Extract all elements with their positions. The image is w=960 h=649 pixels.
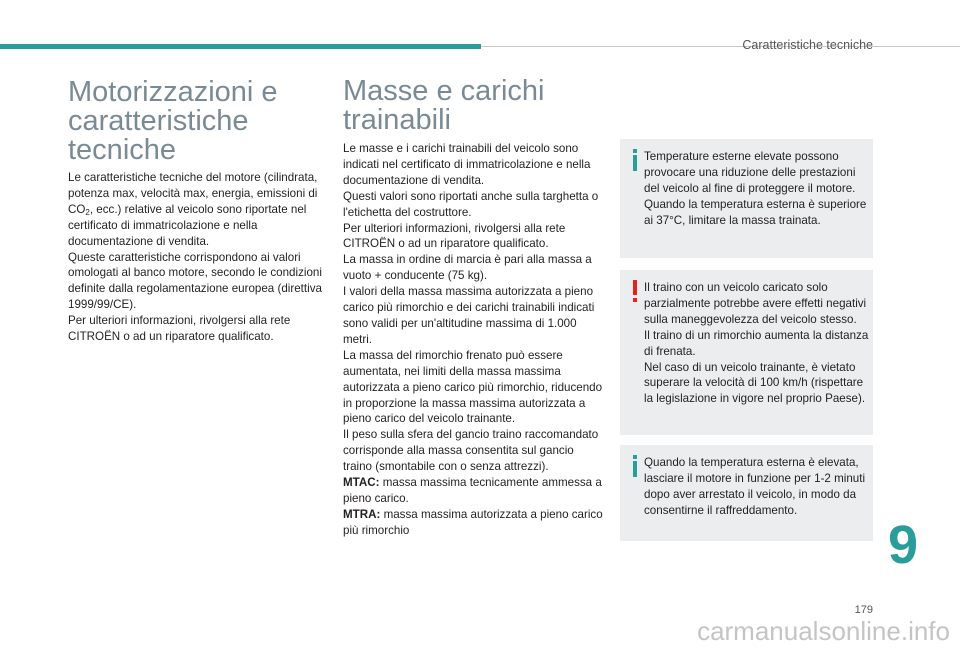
- term-label: MTRA:: [343, 507, 381, 521]
- paragraph: I valori della massa massima autorizzata a pieno carico più rimorchio e dei carichi trainabili indicati sono validi per un'altitudine massima di 1.000 metri.: [343, 285, 595, 346]
- term-label: MTAC:: [343, 476, 380, 490]
- chapter-title: Caratteristiche tecniche: [742, 38, 873, 52]
- paragraph: Le masse e i carichi trainabili del veicolo sono indicati nel certificato di immatricolazione e nella documentazione di vendita.: [343, 142, 591, 187]
- watermark: carmanualsonline.info: [697, 616, 950, 646]
- paragraph: La massa del rimorchio frenato può essere aumentata, nei limiti della massa massima autorizzata a pieno carico più rimorchio, riducendo in proporzione la massa massima autorizzata a pieno carico del veicolo trainante.: [343, 348, 603, 426]
- section-title-engines: Motorizzazioni e caratteristiche tecniche: [68, 76, 278, 166]
- section-body-engines: [68, 170, 330, 345]
- warning-box-towing: [620, 270, 873, 435]
- definition-mtac: MTAC: massa massima tecnicamente ammessa a pieno carico.: [343, 476, 602, 505]
- paragraph: Per ulteriori informazioni, rivolgersi alla rete CITROËN o ad un riparatore qualificato.: [68, 314, 291, 344]
- info-box-temperature: [620, 139, 873, 258]
- info-icon: [628, 455, 642, 477]
- warning-box-text: Il traino con un veicolo caricato solo parzialmente potrebbe avere effetti negativi sulla maneggevolezza del veicolo stesso. Il traino di un rimorchio aumenta la distanza di frenata. Nel caso di un veicolo trainante, è vietato superare la velocità di 100 km/h (rispettare la legislazione in vigore nel proprio Paese).: [644, 281, 869, 406]
- warning-icon: [628, 280, 642, 302]
- paragraph: Questi valori sono riportati anche sulla targhetta o l'etichetta del costruttore.: [343, 189, 599, 219]
- info-box-text: Temperature esterne elevate possono provocare una riduzione delle prestazioni del veicolo al fine di proteggere il motore. Quando la temperatura esterna è superiore ai 37°C, limitare la massa trainata.: [644, 150, 867, 227]
- info-icon: [628, 149, 642, 171]
- section-body-masses: [343, 141, 605, 539]
- header-accent-bar: [0, 44, 481, 49]
- page-number: 179: [854, 604, 873, 616]
- paragraph: La massa in ordine di marcia è pari alla massa a vuoto + conducente (75 kg).: [343, 253, 592, 283]
- info-box-cooling: [620, 445, 873, 541]
- paragraph: Per ulteriori informazioni, rivolgersi alla rete CITROËN o ad un riparatore qualificato.: [343, 221, 566, 251]
- info-box-text: Quando la temperatura esterna è elevata, lasciare il motore in funzione per 1-2 minuti dopo aver arrestato il veicolo, in modo da consentirne il raffreddamento.: [644, 456, 866, 517]
- definition-mtra: MTRA: massa massima autorizzata a pieno carico più rimorchio: [343, 507, 603, 537]
- chapter-number: 9: [888, 515, 919, 575]
- paragraph: Queste caratteristiche corrispondono ai valori omologati al banco motore, secondo le condizioni definite dalla regolamentazione europea (direttiva 1999/99/CE).: [68, 250, 322, 312]
- header-rule: [481, 46, 960, 47]
- section-title-masses: Masse e carichi trainabili: [343, 75, 545, 136]
- paragraph: Il peso sulla sfera del gancio traino raccomandato corrisponde alla massa consentita sul gancio traino (smontabile con o senza attrezzi).: [343, 428, 599, 474]
- paragraph: Le caratteristiche tecniche del motore (cilindrata, potenza max, velocità max, energia, emissioni di $CO_2$, ecc.) relative al veicolo sono riportate nel certificato di immatricolazione e nella documentazione di vendita.: [68, 171, 318, 248]
